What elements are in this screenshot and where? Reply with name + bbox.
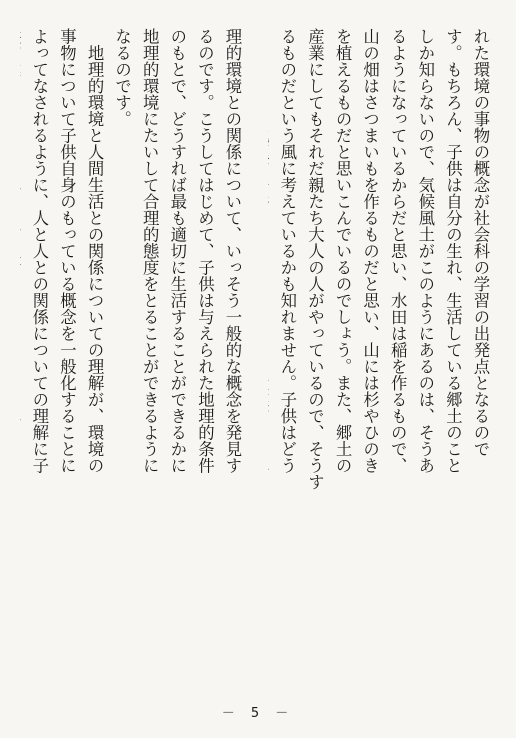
text-line: 地理的環境にたいして合理的態度をとることができるように: [140, 28, 160, 474]
text-line: るものだという風に考えているかも知れません。子供はどう: [277, 28, 297, 474]
text-line: るのです。こうしてはじめて、子供は与えられた地理的条件: [195, 28, 215, 474]
text-line: るようになっているからだと思い、水田は稲を作るもので、: [388, 28, 408, 474]
text-line: [268, 28, 273, 688]
text-line: 理的環境との関係について、いっそう一般的な概念を発見す: [223, 28, 242, 474]
text-line: れた環境の事物の概念が社会科の学習の出発点となるので: [471, 28, 490, 457]
text-line: しか知らないので、気候風土がこのようにあるのは、そうあ: [415, 28, 435, 474]
text-line: 山の畑はさつまいもを作るものだと思い、山には杉やひのき: [360, 28, 380, 474]
text-line: 地理的環境と人間生活との関係についての理解が、環境の: [85, 28, 105, 474]
text-line: のもとで、どうすれば最も適切に生活することができるかに: [167, 28, 187, 474]
right-text-block: [268, 28, 494, 688]
text-line: [20, 28, 25, 688]
text-line: よってなされるように、人と人との関係についての理解に子: [29, 28, 49, 474]
text-line: 事物について子供自身のもっている概念を一般化することに: [57, 28, 77, 474]
text-line: 産業にしてもそれだ親たち大人の人がやっているので、そうす: [305, 28, 325, 490]
text-line: なるのです。: [112, 28, 132, 127]
left-text-block: [20, 28, 246, 688]
page-number: － 5 －: [221, 706, 295, 721]
text-line: す。もちろん、子供は自分の生れ、生活している郷土のこと: [443, 28, 463, 474]
text-line: を植えるものだと思いこんでいるのでしょう。また、郷土の: [333, 28, 353, 474]
